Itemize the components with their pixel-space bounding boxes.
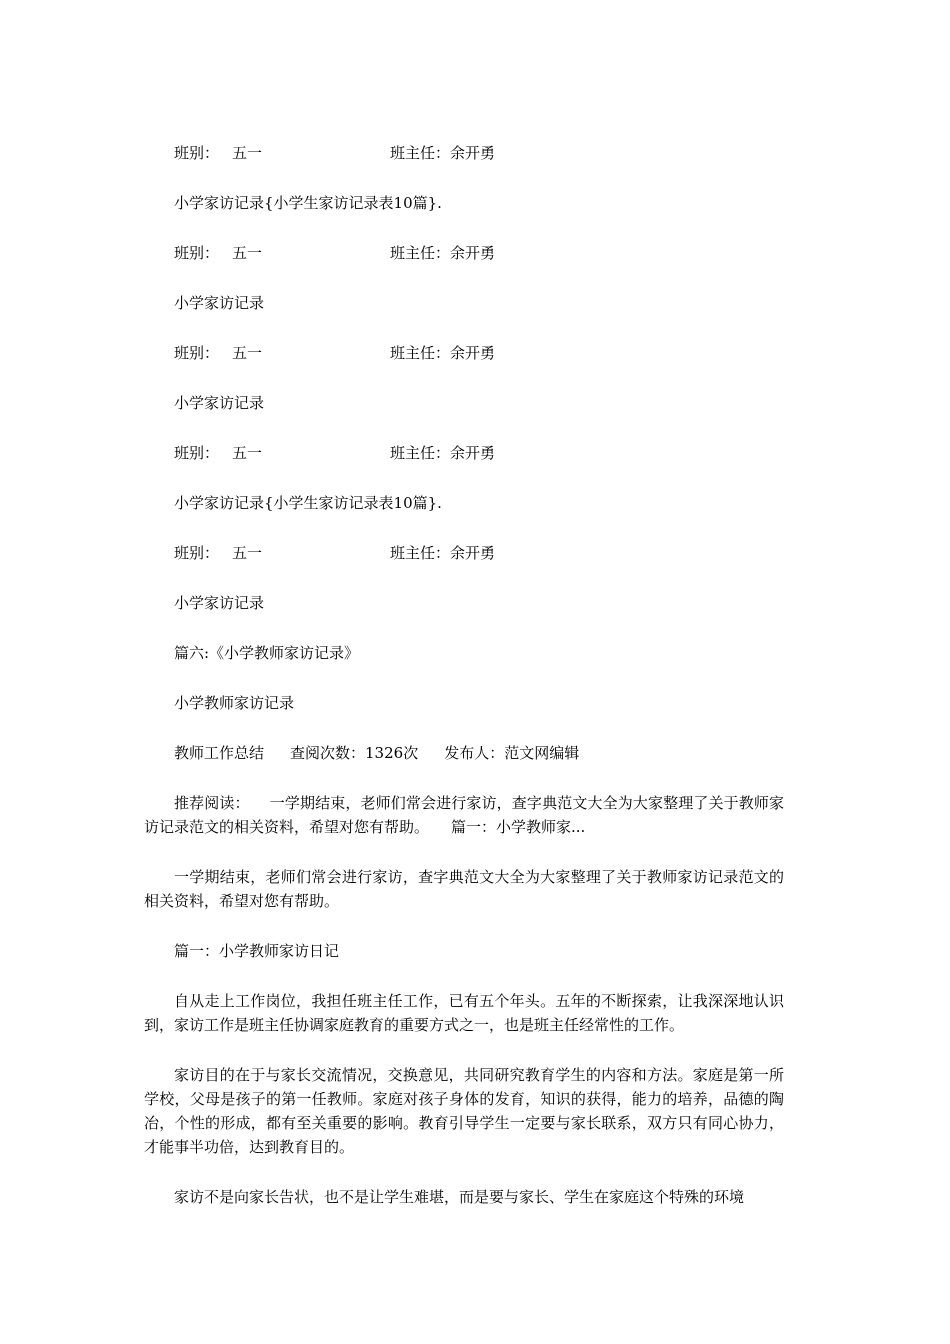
publisher: 发布人：范文网编辑 xyxy=(444,744,580,762)
record-title: 小学家访记录{小学生家访记录表10篇}. xyxy=(174,194,442,212)
document-body xyxy=(144,141,814,1235)
recommend-label: 推荐阅读： xyxy=(174,794,250,812)
class-info-row xyxy=(174,541,814,565)
article-title: 小学教师家访记录 xyxy=(174,694,295,712)
article-meta xyxy=(174,741,814,765)
recommend-tail: 篇一：小学教师家... xyxy=(451,818,586,836)
view-count: 查阅次数：1326次 xyxy=(290,744,419,762)
article-category: 教师工作总结 xyxy=(174,744,265,762)
class-value: 五一 xyxy=(232,244,263,262)
head-teacher: 班主任：余开勇 xyxy=(390,144,496,162)
class-value: 五一 xyxy=(232,444,263,462)
class-label: 班别： xyxy=(174,444,220,462)
intro-paragraph: 一学期结束，老师们常会进行家访，查字典范文大全为大家整理了关于教师家访记录范文的相关资料，希望对您有帮助。 xyxy=(144,868,784,910)
head-teacher: 班主任：余开勇 xyxy=(390,244,496,262)
class-info-row xyxy=(174,241,814,265)
class-value: 五一 xyxy=(232,144,263,162)
head-teacher: 班主任：余开勇 xyxy=(390,344,496,362)
part-heading: 篇一：小学教师家访日记 xyxy=(174,942,340,960)
section-heading: 篇六:《小学教师家访记录》 xyxy=(174,644,360,662)
class-info-row xyxy=(174,141,814,165)
class-value: 五一 xyxy=(232,344,263,362)
class-label: 班别： xyxy=(174,244,220,262)
head-teacher: 班主任：余开勇 xyxy=(390,444,496,462)
class-label: 班别： xyxy=(174,344,220,362)
recommend-paragraph xyxy=(144,791,784,839)
recommend-text: 一学期结束，老师们常会进行家访，查字典范文大全为大家整理了关于教师家访记录范文的相关资料，希望对您有帮助。 xyxy=(144,794,784,836)
body-paragraph: 家访不是向家长告状，也不是让学生难堪，而是要与家长、学生在家庭这个特殊的环境 xyxy=(174,1188,745,1206)
body-paragraph: 家访目的在于与家长交流情况，交换意见，共同研究教育学生的内容和方法。家庭是第一所学校，父母是孩子的第一任教师。家庭对孩子身体的发育，知识的获得，能力的培养，品德的陶冶，个性的形成，都有至关重要的影响。教育引导学生一定要与家长联系，双方只有同心协力，才能事半功倍，达到教育目的。 xyxy=(144,1066,784,1156)
record-title: 小学家访记录 xyxy=(174,294,265,312)
class-label: 班别： xyxy=(174,144,220,162)
class-value: 五一 xyxy=(232,544,263,562)
record-title: 小学家访记录 xyxy=(174,394,265,412)
class-info-row xyxy=(174,341,814,365)
record-title: 小学家访记录 xyxy=(174,594,265,612)
class-label: 班别： xyxy=(174,544,220,562)
body-paragraph: 自从走上工作岗位，我担任班主任工作，已有五个年头。五年的不断探索，让我深深地认识到，家访工作是班主任协调家庭教育的重要方式之一，也是班主任经常性的工作。 xyxy=(144,992,784,1034)
head-teacher: 班主任：余开勇 xyxy=(390,544,496,562)
record-title: 小学家访记录{小学生家访记录表10篇}. xyxy=(174,494,442,512)
class-info-row xyxy=(174,441,814,465)
